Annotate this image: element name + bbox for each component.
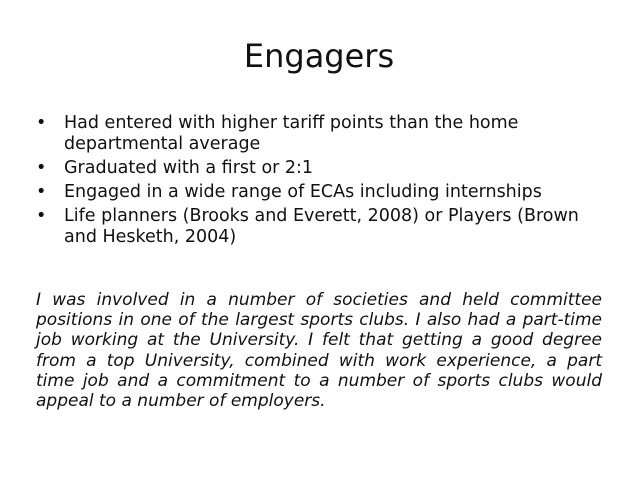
bullet-icon: • <box>36 182 47 202</box>
bullet-icon: • <box>36 158 47 178</box>
bullet-text: Engaged in a wide range of ECAs including internships <box>64 182 542 202</box>
student-quote: I was involved in a number of societies and held committee positions in one of the largest sports clubs. I also had a part-time job working at the University. I felt that getting a good degree from a top University, combined with work experience, a part time job and a commitment to a number of sports clubs would appeal to a number of employers. <box>36 290 602 412</box>
bullet-text: Life planners (Brooks and Everett, 2008) or Players (Brown and Hesketh, 2004) <box>64 206 579 247</box>
bullet-item-4 <box>36 206 606 248</box>
bullet-list <box>36 113 606 251</box>
bullet-item-2 <box>36 158 606 179</box>
bullet-item-1 <box>36 113 606 155</box>
bullet-icon: • <box>36 113 47 133</box>
bullet-icon: • <box>36 206 47 226</box>
bullet-text: Graduated with a first or 2:1 <box>64 158 314 178</box>
bullet-text: Had entered with higher tariff points than the home departmental average <box>64 113 519 154</box>
bullet-item-3 <box>36 182 606 203</box>
slide-title: Engagers <box>243 37 395 75</box>
